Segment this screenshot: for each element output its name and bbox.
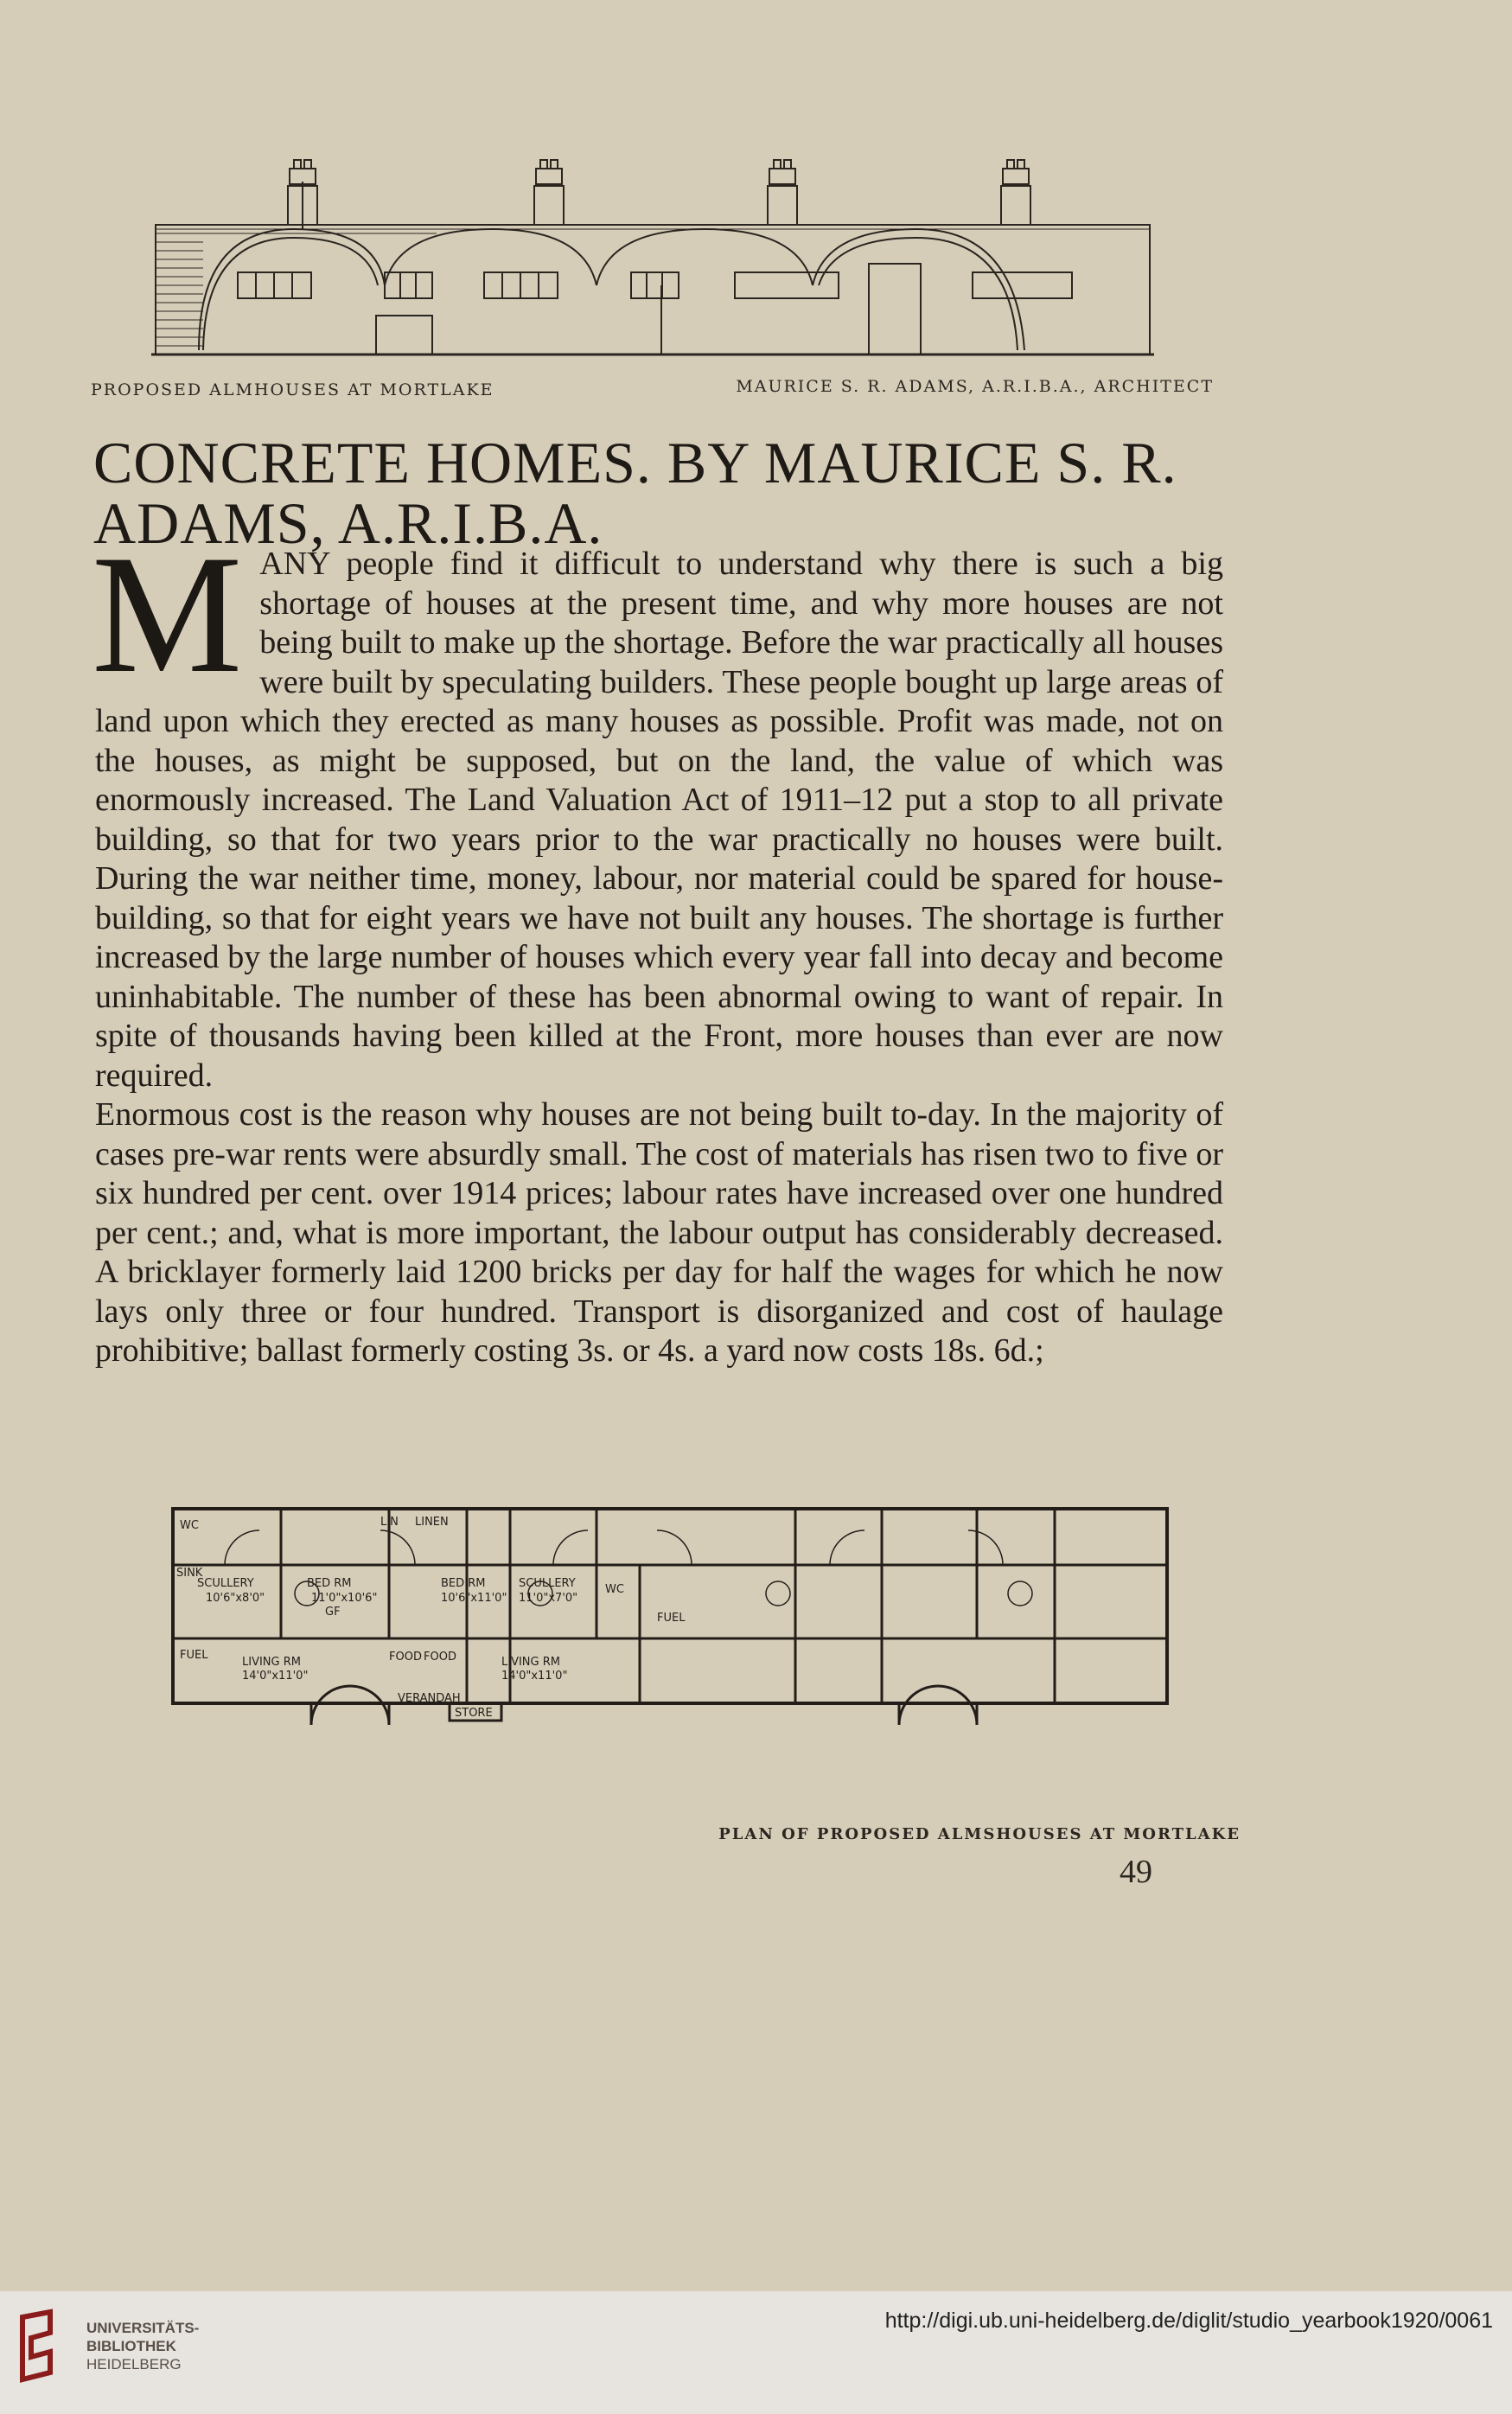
plan-label-linen-a: LIN <box>380 1516 399 1529</box>
source-url-link[interactable]: http://digi.ub.uni-heidelberg.de/diglit/studio_yearbook1920/0061 <box>884 2309 1493 2333</box>
plan-label-living2-dim: 14'0"x11'0" <box>501 1670 568 1683</box>
plan-label-bed1-dim: 11'0"x10'6" <box>311 1592 378 1605</box>
plan-label-living1: LIVING RM <box>242 1656 301 1669</box>
library-name[interactable] <box>86 2319 199 2373</box>
plan-label-bed1: BED RM <box>307 1577 352 1590</box>
paragraph-1 <box>92 520 1223 1095</box>
plan-label-wc1: WC <box>180 1519 199 1532</box>
plan-label-living2: LIVING RM <box>501 1656 560 1669</box>
article-title: CONCRETE HOMES. BY MAURICE S. R. ADAMS, A.R.I.B.A. <box>93 430 1177 556</box>
elevation-caption-right: MAURICE S. R. ADAMS, A.R.I.B.A., ARCHITECT <box>736 377 1214 396</box>
plan-label-sink: SINK <box>176 1567 203 1580</box>
elevation-caption-left: PROPOSED ALMHOUSES AT MORTLAKE <box>91 380 494 399</box>
plan-label-bed2: BED RM <box>441 1577 486 1590</box>
footer-bar <box>0 2291 1512 2414</box>
plan-label-food1: FOOD <box>389 1651 422 1664</box>
article-body <box>92 520 1223 1371</box>
plan-label-veranda: VERANDAH <box>398 1692 461 1705</box>
page-number: 49 <box>1120 1854 1152 1890</box>
paragraph-1-text: ANY people find it difficult to understand why there is such a big shortage of houses at the present time, and why more houses are not being built to make up the shortage. Before the war practically all houses were built by speculating builders. These people bought up large areas of land upon which they erected as many houses as possible. Profit was made, not on the houses, as might be supposed, but on the land, the value of which was enormously increased. The Land Valuation Act of 1911–12 put a stop to all private building, so that for two years prior to the war practically no houses were built. During the war neither time, money, labour, nor material could be spared for house-building, so that for eight years we have not built any houses. The shortage is further increased by the large number of houses which every year fall into decay and become uninhabitable. The number of these has been abnormal owing to want of repair. In spite of thousands having been killed at the Front, more houses than ever are now required. <box>95 546 1223 1094</box>
library-line-3: HEIDELBERG <box>86 2356 182 2372</box>
plan-label-linen-b: LINEN <box>415 1516 449 1529</box>
elevation-drawing <box>151 156 1154 359</box>
plan-label-bed2-dim: 10'6"x11'0" <box>441 1592 507 1605</box>
plan-label-living1-dim: 14'0"x11'0" <box>242 1670 309 1683</box>
plan-label-food2: FOOD <box>424 1651 456 1664</box>
floor-plan-drawing <box>156 1487 1193 1824</box>
plan-caption: PLAN OF PROPOSED ALMSHOUSES AT MORTLAKE <box>718 1825 1241 1843</box>
library-logo-icon <box>16 2309 64 2386</box>
drop-cap: M <box>92 520 243 708</box>
plan-label-scullery2-dim: 11'0"x7'0" <box>519 1592 578 1605</box>
plan-label-fuel2: FUEL <box>657 1612 686 1625</box>
plan-label-fuel1: FUEL <box>180 1649 208 1662</box>
plan-label-scullery2: SCULLERY <box>519 1577 576 1590</box>
plan-label-wc2: WC <box>605 1583 624 1596</box>
plan-label-scullery1: SCULLERY <box>197 1577 254 1590</box>
library-line-1: UNIVERSITÄTS- <box>86 2320 200 2336</box>
library-line-2: BIBLIOTHEK <box>86 2338 176 2354</box>
plan-label-gf: GF <box>325 1606 341 1619</box>
plan-label-scullery1-dim: 10'6"x8'0" <box>206 1592 265 1605</box>
paragraph-2: Enormous cost is the reason why houses are not being built to-day. In the majority of cases pre-war rents were absurdly small. The cost of materials has risen two to five or six hundred per cent. over 1914 prices; labour rates have increased over one hundred per cent.; and, what is more important, the labour output has considerably decreased. A bricklayer formerly laid 1200 bricks per day for half the wages for which he now lays only three or four hundred. Transport is disorganized and cost of haulage prohibitive; ballast formerly costing 3s. or 4s. a yard now costs 18s. 6d.; <box>95 1096 1223 1369</box>
plan-label-store: STORE <box>455 1707 493 1720</box>
